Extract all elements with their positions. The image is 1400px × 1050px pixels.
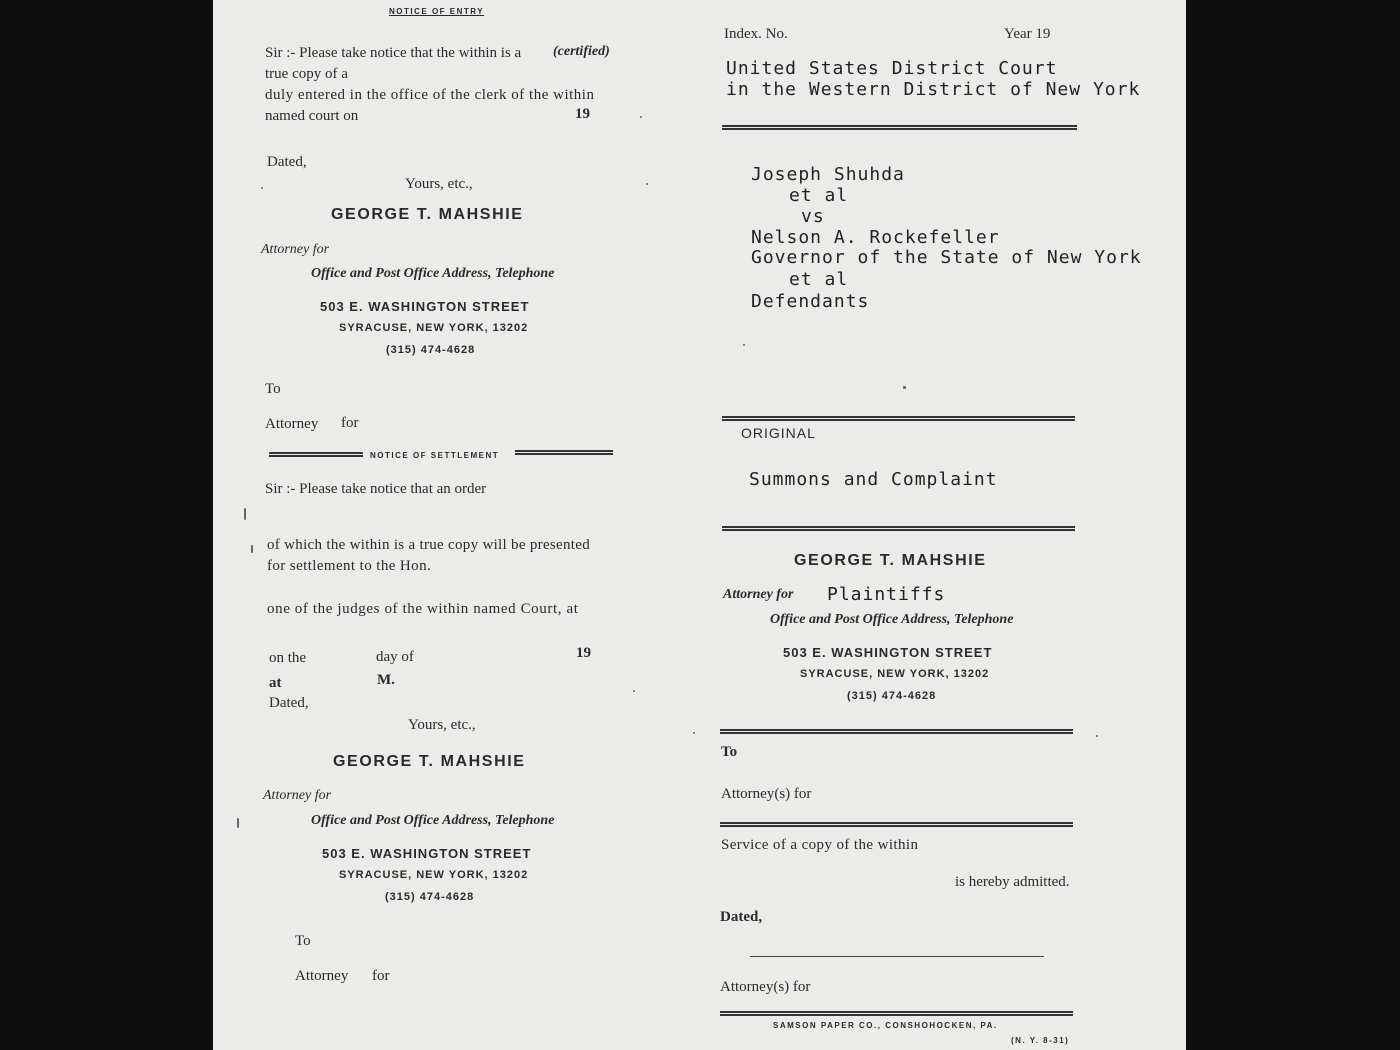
backer-attorneys-for-1: Attorney(s) for [721,786,812,802]
notice-of-settlement-header: NOTICE OF SETTLEMENT [370,451,500,460]
scan-speck [1096,735,1098,737]
service-admitted: is hereby admitted. [955,874,1070,890]
party-defendant: Nelson A. Rockefeller [751,227,1000,248]
legal-document-backer [213,0,1186,1050]
settlement-attorney-for: Attorney for [263,788,332,803]
scan-speck [244,508,246,520]
entry-phone: (315) 474-4628 [386,344,476,356]
original-label: ORIGINAL [741,425,816,441]
party-defendants-label: Defendants [751,291,870,312]
entry-line-1: Sir :- Please take notice that the within is a [265,45,522,61]
backer-attorneys-for-2: Attorney(s) for [720,979,811,995]
settlement-city: SYRACUSE, NEW YORK, 13202 [339,869,529,881]
settlement-line-1: Sir :- Please take notice that an order [265,481,487,497]
backer-attorney-for-value: Plaintiffs [827,584,946,605]
backer-street: 503 E. WASHINGTON STREET [783,645,993,660]
form-number: (N. Y. 8-31) [1011,1036,1070,1045]
settlement-day-of: day of [376,649,414,665]
party-versus: vs [801,206,825,227]
backer-city: SYRACUSE, NEW YORK, 13202 [800,668,990,680]
printer-credit: SAMSON PAPER CO., CONSHOHOCKEN, PA. [773,1021,998,1030]
settlement-line-4: one of the judges of the within named Court, at [267,601,579,617]
settlement-rule-right [515,450,613,455]
settlement-line-2: of which the within is a true copy will be presented [267,537,591,553]
court-name-line-2: in the Western District of New York [726,79,1141,100]
footer-rule [720,1011,1073,1016]
settlement-at: at [269,675,282,691]
backer-attorney-for: Attorney for [723,587,794,602]
service-line: Service of a copy of the within [721,837,919,853]
court-rule [722,125,1077,130]
party-defendant-title: Governor of the State of New York [751,247,1142,268]
party-plaintiff: Joseph Shuhda [751,164,905,185]
scan-speck [693,732,695,734]
backer-phone: (315) 474-4628 [847,690,937,702]
scan-speck [237,818,239,828]
to-rule [720,729,1073,734]
party-defendant-et-al: et al [789,269,849,290]
service-rule [720,822,1073,827]
entry-attorney-name: GEORGE T. MAHSHIE [331,206,524,223]
entry-certified: (certified) [553,44,610,59]
entry-line-4: named court on [265,108,359,124]
entry-line-3: duly entered in the office of the clerk of the within [265,87,595,103]
scan-speck [251,545,253,553]
settlement-line-3: for settlement to the Hon. [267,558,432,574]
scan-speck [633,690,635,692]
settlement-attorney-name: GEORGE T. MAHSHIE [333,753,526,770]
index-number-label: Index. No. [724,26,788,42]
entry-attorney-for: Attorney for [261,242,330,257]
scan-speck [743,344,745,346]
entry-year: 19 [575,106,590,122]
original-rule [722,416,1075,421]
settlement-m: M. [377,672,395,688]
settlement-rule-left [269,452,363,457]
settlement-yours: Yours, etc., [408,717,476,733]
title-rule [722,526,1075,531]
entry-yours: Yours, etc., [405,176,473,192]
backer-to: To [721,744,738,760]
entry-city: SYRACUSE, NEW YORK, 13202 [339,322,529,334]
backer-attorney-name: GEORGE T. MAHSHIE [794,552,987,569]
scan-speck [640,116,642,118]
party-plaintiff-et-al: et al [789,185,849,206]
settlement-to: To [295,933,311,949]
service-dated: Dated, [720,909,763,925]
signature-line [750,956,1044,957]
court-name-line-1: United States District Court [726,58,1058,79]
settlement-dated: Dated, [269,695,309,711]
entry-to: To [265,381,281,397]
entry-dated: Dated, [267,154,307,170]
document-title: Summons and Complaint [749,469,998,490]
backer-office-address-label: Office and Post Office Address, Telephone [770,612,1014,627]
year-label: Year 19 [1004,26,1051,42]
settlement-office-address-label: Office and Post Office Address, Telephone [311,813,555,828]
settlement-phone: (315) 474-4628 [385,891,475,903]
scan-speck [261,187,263,189]
entry-attorney-label: Attorney [265,416,319,432]
scan-speck [646,183,648,185]
settlement-on-the: on the [269,650,307,666]
entry-line-2: true copy of a [265,66,348,82]
entry-street: 503 E. WASHINGTON STREET [320,299,530,314]
settlement-for-word: for [372,968,390,984]
entry-for-word: for [341,415,359,431]
entry-office-address-label: Office and Post Office Address, Telephone [311,266,555,281]
settlement-street: 503 E. WASHINGTON STREET [322,846,532,861]
notice-of-entry-header: NOTICE OF ENTRY [389,7,485,16]
settlement-attorney-label: Attorney [295,968,349,984]
scan-speck [903,386,906,389]
settlement-year: 19 [576,645,591,661]
